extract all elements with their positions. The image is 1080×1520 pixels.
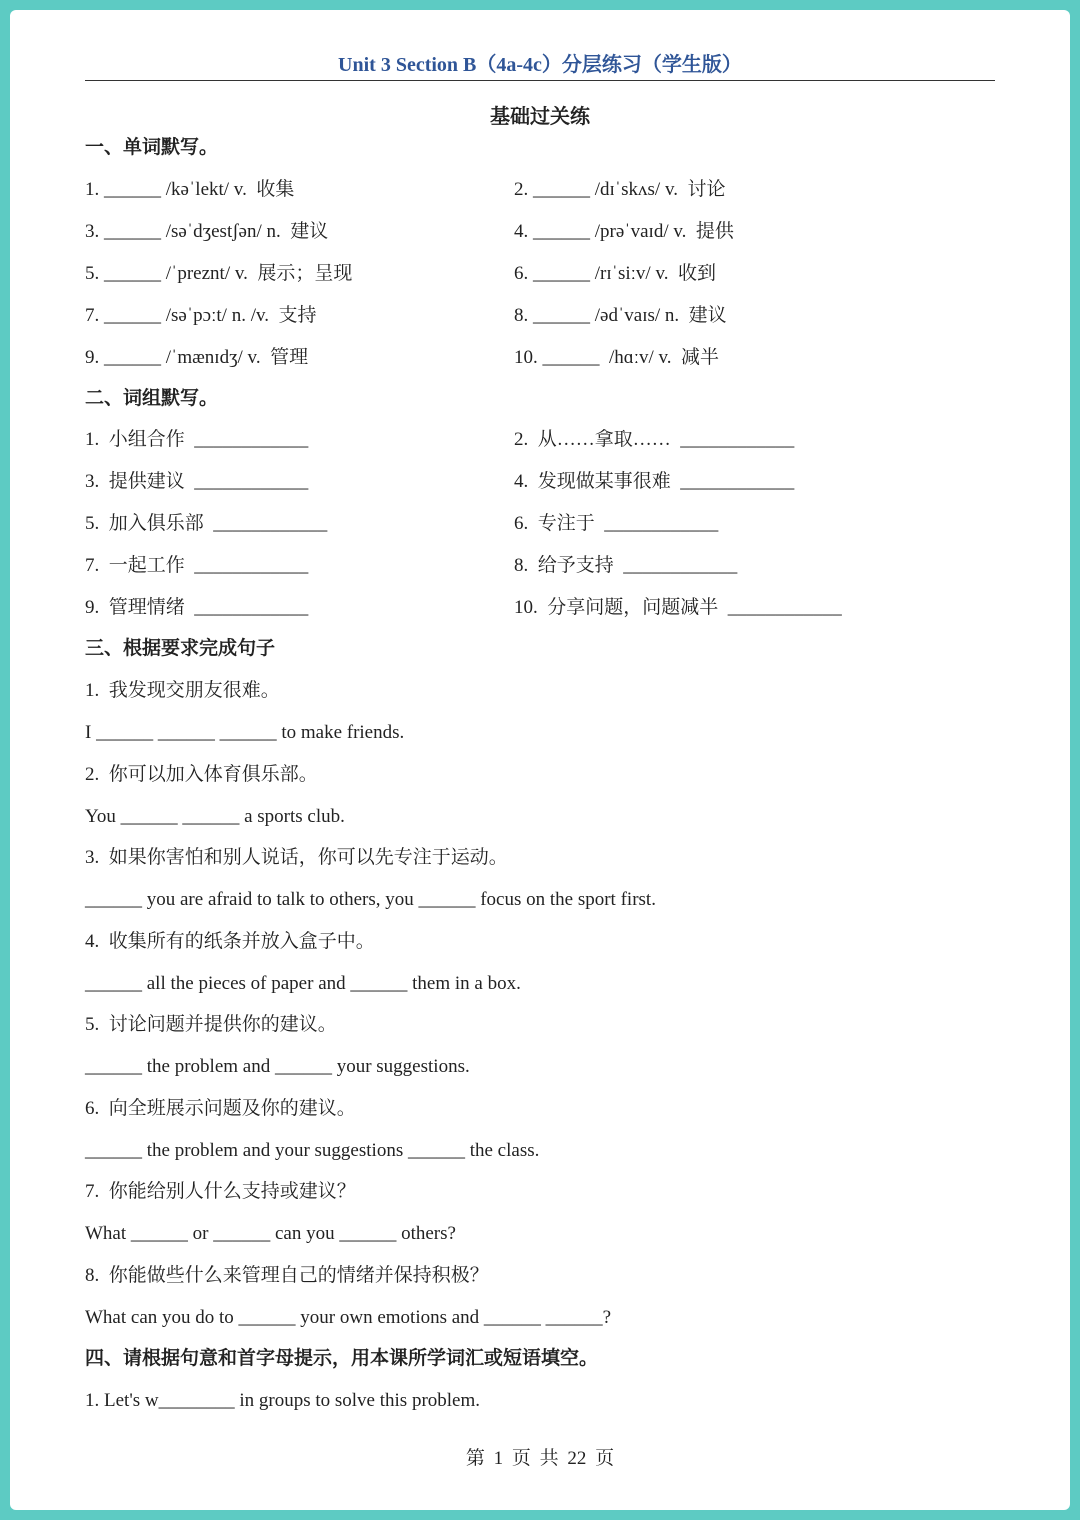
sentence-prompt: 4. 收集所有的纸条并放入盒子中。 [85,931,375,952]
vocab-item: 10. ______ /hɑːv/ v. 减半 [514,347,720,368]
vocab-item: 3. ______ /səˈdʒestʃən/ n. 建议 [85,221,329,242]
sentence-answer: What ______ or ______ can you ______ others? [85,1223,456,1244]
sentence-prompt: 8. 你能做些什么来管理自己的情绪并保持积极？ [85,1265,489,1286]
sentence-answer: ______ the problem and your suggestions ______ the class. [85,1140,540,1161]
sentence-prompt: 5. 讨论问题并提供你的建议。 [85,1014,337,1035]
sentence-answer: ______ all the pieces of paper and ______ them in a box. [85,973,521,994]
phrase-item: 9. 管理情绪 ____________ [85,597,309,618]
vocab-item: 2. ______ /dɪˈskʌs/ v. 讨论 [514,179,726,200]
vocab-item: 7. ______ /səˈpɔːt/ n. /v. 支持 [85,305,317,326]
section1-heading: 一、单词默写。 [85,137,219,158]
sentence-prompt: 1. 我发现交朋友很难。 [85,680,280,701]
phrase-item: 8. 给予支持 ____________ [514,555,738,576]
phrase-item: 3. 提供建议 ____________ [85,471,309,492]
vocab-item: 9. ______ /ˈmænɪdʒ/ v. 管理 [85,347,309,368]
sentence-answer: ______ you are afraid to talk to others, you ______ focus on the sport first. [85,889,656,910]
vocab-item: 8. ______ /ədˈvaɪs/ n. 建议 [514,305,727,326]
section4-heading: 四、请根据句意和首字母提示，用本课所学词汇或短语填空。 [85,1348,599,1369]
vocab-item: 4. ______ /prəˈvaɪd/ v. 提供 [514,221,734,242]
vocab-item: 1. ______ /kəˈlekt/ v. 收集 [85,179,295,200]
header-divider [85,80,995,81]
vocab-item: 5. ______ /ˈpreznt/ v. 展示；呈现 [85,263,353,284]
page-number: 第 1 页 共 22 页 [465,1448,615,1469]
phrase-item: 10. 分享问题，问题减半 ____________ [514,597,842,618]
sentence-prompt: 6. 向全班展示问题及你的建议。 [85,1098,356,1119]
sentence-prompt: 3. 如果你害怕和别人说话，你可以先专注于运动。 [85,847,508,868]
sentence-answer: ______ the problem and ______ your suggestions. [85,1056,470,1077]
phrase-item: 5. 加入俱乐部 ____________ [85,513,328,534]
phrase-item: 2. 从……拿取…… ____________ [514,429,795,450]
section3-heading: 三、根据要求完成句子 [85,638,276,659]
worksheet-page [10,10,1070,1510]
document-title: Unit 3 Section B（4a-4c）分层练习（学生版） [338,54,742,76]
phrase-item: 4. 发现做某事很难 ____________ [514,471,795,492]
phrase-item: 7. 一起工作 ____________ [85,555,309,576]
sentence-prompt: 2. 你可以加入体育俱乐部。 [85,764,318,785]
sentence-answer: I ______ ______ ______ to make friends. [85,722,405,743]
phrase-item: 1. 小组合作 ____________ [85,429,309,450]
sentence-answer: What can you do to ______ your own emotions and ______ ______? [85,1307,612,1328]
sentence-prompt: 7. 你能给别人什么支持或建议？ [85,1181,356,1202]
sentence-answer: You ______ ______ a sports club. [85,806,345,827]
vocab-item: 6. ______ /rɪˈsiːv/ v. 收到 [514,263,716,284]
fill-in-item: 1. Let's w________ in groups to solve this problem. [85,1390,481,1411]
subtitle: 基础过关练 [490,106,590,128]
phrase-item: 6. 专注于 ____________ [514,513,719,534]
section2-heading: 二、词组默写。 [85,388,219,409]
